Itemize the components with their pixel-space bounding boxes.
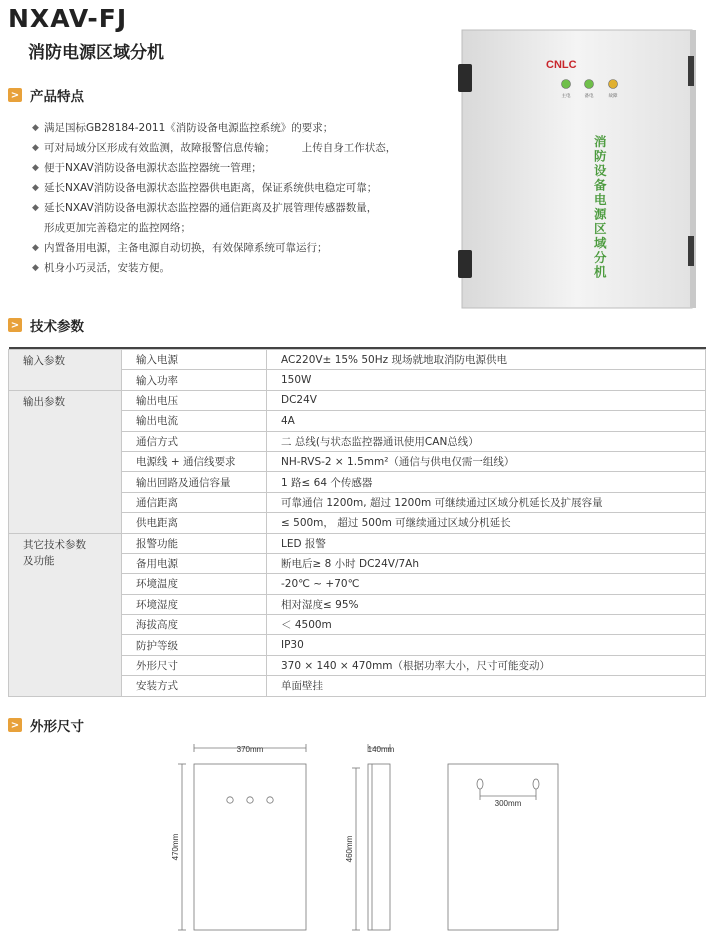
indicator-hole: [267, 797, 273, 803]
chevron-right-icon: >: [8, 88, 22, 102]
spec-value: 单面壁挂: [267, 676, 706, 696]
spec-value: 二 总线(与状态监控器通讯使用CAN总线）: [267, 431, 706, 451]
feature-item: ◆ 可对局域分区形成有效监测，故障报警信息传输； 上传自身工作状态，: [32, 138, 422, 158]
hinge-icon: [458, 250, 472, 278]
feature-list: [32, 118, 422, 278]
dim-front-width: 370mm: [236, 745, 264, 754]
spec-name: 供电距离: [122, 513, 267, 533]
indicator-hole: [227, 797, 233, 803]
spec-name: 防护等级: [122, 635, 267, 655]
latch-icon: [688, 236, 694, 266]
spec-value: ＜ 4500m: [267, 615, 706, 635]
diamond-bullet-icon: ◆: [32, 263, 39, 273]
diamond-bullet-icon: ◆: [32, 243, 39, 253]
diamond-bullet-icon: ◆: [32, 183, 39, 193]
mounting-hole: [477, 779, 483, 789]
spec-name: 输入功率: [122, 370, 267, 390]
feature-item: ◆ 延长NXAV消防设备电源状态监控器的通信距离及扩展管理传感器数量， 形成更加完善稳定的监控网络；: [32, 198, 422, 238]
spec-group-label: 其它技术参数 及功能: [9, 533, 122, 696]
product-model: NXAV-FJ: [8, 4, 128, 33]
spec-table: [8, 347, 706, 697]
feature-item: ◆ 便于NXAV消防设备电源状态监控器统一管理；: [32, 158, 422, 178]
spec-name: 通信距离: [122, 492, 267, 512]
spec-name: 环境湿度: [122, 594, 267, 614]
side-view-outline: [368, 764, 390, 930]
spec-value: IP30: [267, 635, 706, 655]
dim-side-depth: 140mm: [367, 745, 395, 754]
spec-value: LED 报警: [267, 533, 706, 553]
mounting-hole: [533, 779, 539, 789]
power-led-icon: [562, 80, 571, 89]
rear-view-outline: [448, 764, 558, 930]
spec-name: 环境温度: [122, 574, 267, 594]
diamond-bullet-icon: ◆: [32, 123, 39, 133]
diamond-bullet-icon: ◆: [32, 163, 39, 173]
dimension-drawings: [0, 738, 715, 932]
spec-name: 输出回路及通信容量: [122, 472, 267, 492]
backup-led-icon: [585, 80, 594, 89]
spec-row: [9, 350, 706, 370]
feature-item: ◆ 延长NXAV消防设备电源状态监控器供电距离，保证系统供电稳定可靠；: [32, 178, 422, 198]
spec-value: 相对湿度≤ 95%: [267, 594, 706, 614]
latch-icon: [688, 56, 694, 86]
dim-front-height: 470mm: [171, 833, 180, 861]
spec-value: AC220V± 15% 50Hz 现场就地取消防电源供电: [267, 350, 706, 370]
spec-name: 电源线 + 通信线要求: [122, 451, 267, 471]
spec-value: NH-RVS-2 × 1.5mm²（通信与供电仅需一组线）: [267, 451, 706, 471]
spec-group-label: 输入参数: [9, 350, 122, 391]
spec-value: 断电后≥ 8 小时 DC24V/7Ah: [267, 553, 706, 573]
enclosure-body: [462, 30, 692, 308]
spec-value: -20℃ ~ +70℃: [267, 574, 706, 594]
led-label: 备电: [584, 94, 594, 99]
brand-logo: CNLC: [546, 59, 577, 71]
feature-item: ◆ 机身小巧灵活，安装方便。: [32, 258, 422, 278]
spec-name: 外形尺寸: [122, 655, 267, 675]
spec-value: 370 × 140 × 470mm（根据功率大小，尺寸可能变动）: [267, 655, 706, 675]
spec-value: 1 路≤ 64 个传感器: [267, 472, 706, 492]
spec-value: ≤ 500m， 超过 500m 可继续通过区域分机延长: [267, 513, 706, 533]
spec-row: [9, 390, 706, 410]
panel-title: 消防设备电源区域分机: [594, 134, 607, 280]
product-name: 消防电源区域分机: [28, 43, 164, 63]
led-label: 主电: [561, 94, 571, 99]
spec-value: 可靠通信 1200m, 超过 1200m 可继续通过区域分机延长及扩展容量: [267, 492, 706, 512]
hinge-icon: [458, 64, 472, 92]
spec-name: 输入电源: [122, 350, 267, 370]
spec-name: 通信方式: [122, 431, 267, 451]
diamond-bullet-icon: ◆: [32, 143, 39, 153]
section-tech-heading: > 技术参数: [8, 316, 84, 334]
section-dims-heading: > 外形尺寸: [8, 716, 84, 734]
feature-item: ◆ 内置备用电源，主备电源自动切换，有效保障系统可靠运行；: [32, 238, 422, 258]
led-label: 故障: [608, 94, 618, 99]
spec-name: 海拔高度: [122, 615, 267, 635]
spec-group-label: 输出参数: [9, 390, 122, 533]
product-photo: [458, 28, 698, 310]
front-view-outline: [194, 764, 306, 930]
spec-name: 输出电压: [122, 390, 267, 410]
indicator-hole: [247, 797, 253, 803]
section-features-heading: > 产品特点: [8, 86, 84, 104]
spec-row: [9, 533, 706, 553]
spec-name: 报警功能: [122, 533, 267, 553]
spec-value: DC24V: [267, 390, 706, 410]
dim-rear-spacing: 300mm: [494, 799, 522, 808]
feature-item: ◆ 满足国标GB28184-2011《消防设备电源监控系统》的要求；: [32, 118, 422, 138]
diamond-bullet-icon: ◆: [32, 203, 39, 213]
spec-name: 输出电流: [122, 411, 267, 431]
spec-value: 4A: [267, 411, 706, 431]
fault-led-icon: [609, 80, 618, 89]
dim-side-height: 460mm: [345, 835, 354, 863]
spec-name: 备用电源: [122, 553, 267, 573]
spec-value: 150W: [267, 370, 706, 390]
spec-name: 安装方式: [122, 676, 267, 696]
chevron-right-icon: >: [8, 718, 22, 732]
chevron-right-icon: >: [8, 318, 22, 332]
